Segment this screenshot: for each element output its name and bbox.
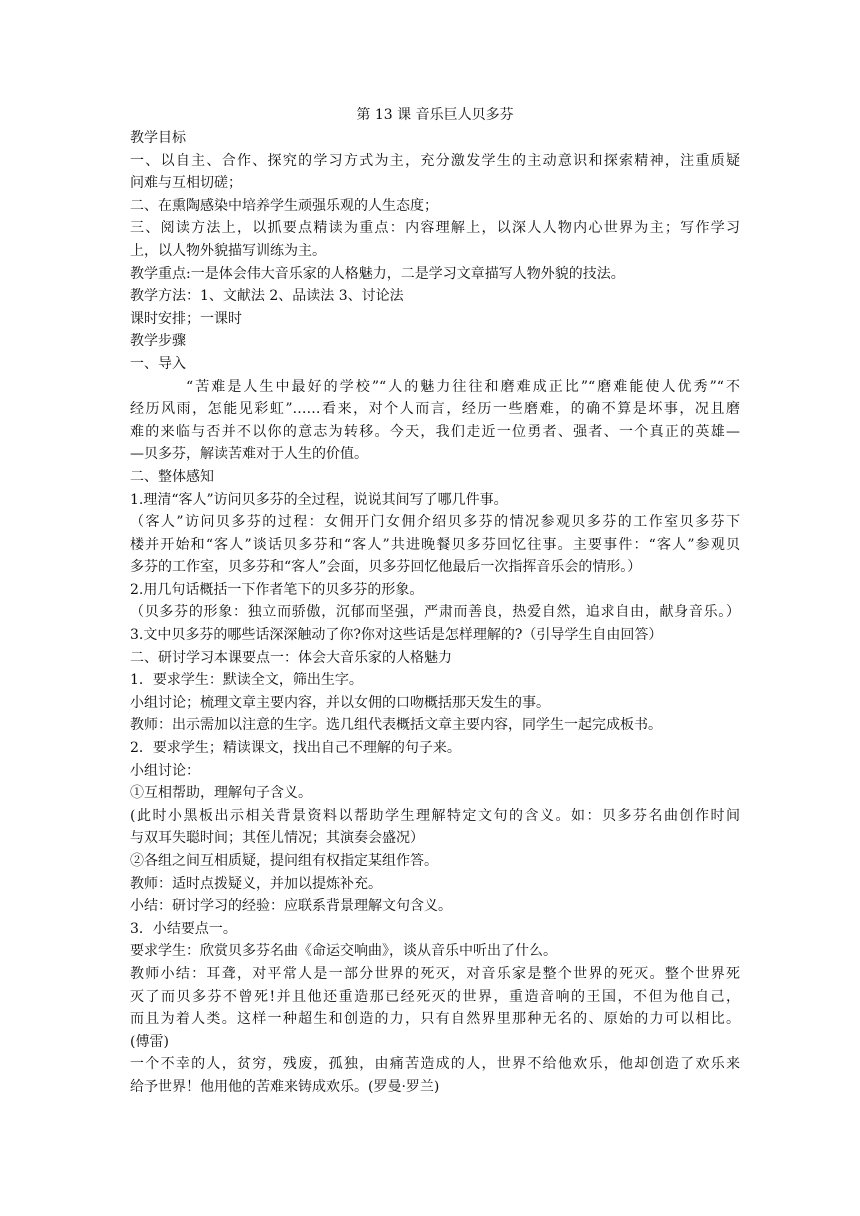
text-line: 经历风雨，怎能见彩虹”……看来，对个人而言，经历一些磨难，的确不算是坏事，况且磨	[130, 401, 740, 418]
text-line: (傅雷)	[130, 1033, 169, 1050]
text-line: 与双耳失聪时间；其侄儿情况；其演奏会盛况）	[130, 830, 424, 847]
text-line: 1．要求学生：默读全文，筛出生字。	[130, 672, 363, 689]
text-line: 小组讨论：	[130, 762, 200, 779]
text-line: 教学步骤	[130, 333, 186, 350]
text-line: 二、在熏陶感染中培养学生顽强乐观的人生态度；	[130, 197, 438, 214]
text-line: —贝多芬，解读苦难对于人生的价值。	[130, 446, 368, 463]
text-line: “苦难是人生中最好的学校”“人的魅力往往和磨难成正比”“磨难能使人优秀”“不	[186, 378, 740, 395]
text-line: 小结：研讨学习的经验：应联系背景理解文句含义。	[130, 898, 452, 915]
text-line: 教师：适时点拨疑义，并加以提炼补充。	[130, 875, 382, 892]
text-line: ②各组之间互相质疑，提问组有权指定某组作答。	[130, 853, 438, 869]
text-line: 一、导入	[130, 355, 186, 372]
text-line: 2．要求学生；精读课文，找出自己不理解的句子来。	[130, 740, 461, 757]
text-line: 2.用几句话概括一下作者笔下的贝多芬的形象。	[130, 581, 424, 598]
document-body	[130, 127, 740, 1099]
lesson-title: 第 13 课 音乐巨人贝多芬	[356, 107, 514, 123]
text-line: 灭了而贝多芬不曾死!并且他还重造那已经死灭的世界，重造音响的王国，不但为他自己，	[130, 988, 740, 1005]
text-line: 给予世界！他用他的苦难来铸成欢乐。(罗曼·罗兰)	[130, 1078, 440, 1095]
text-line: 小组讨论；梳理文章主要内容，并以女佣的口吻概括那天发生的事。	[130, 694, 550, 711]
text-line: (此时小黑板出示相关背景资料以帮助学生理解特定文句的含义。如：贝多芬名曲创作时间	[130, 807, 740, 824]
text-line: 3．小结要点一。	[130, 920, 237, 937]
text-line: ①互相帮助，理解句子含义。	[130, 785, 312, 802]
text-line: 课时安排；一课时	[130, 310, 242, 327]
text-line: 1.理清“客人”访问贝多芬的全过程，说说其间写了哪几件事。	[130, 491, 508, 508]
text-line: 教学重点:一是体会伟大音乐家的人格魅力，二是学习文章描写人物外貌的技法。	[130, 265, 625, 282]
document-page	[130, 104, 740, 1099]
text-line: 教师小结：耳聋，对平常人是一部分世界的死灭，对音乐家是整个世界的死灭。整个世界死	[130, 965, 740, 982]
text-line: 一个不幸的人，贫穷，残废，孤独，由痛苦造成的人，世界不给他欢乐，他却创造了欢乐来	[130, 1056, 740, 1073]
text-line: 三、阅读方法上，以抓要点精读为重点：内容理解上，以深人人物内心世界为主；写作学习	[130, 220, 740, 237]
text-line: 二、整体感知	[130, 468, 214, 485]
text-line: 而且为着人类。这样一种超生和创造的力，只有自然界里那种无名的、原始的力可以相比。	[130, 1011, 740, 1028]
text-line: 二、研讨学习本课要点一：体会大音乐家的人格魅力	[130, 649, 452, 666]
text-line: （客人”访问贝多芬的过程：女佣开门女佣介绍贝多芬的情况参观贝多芬的工作室贝多芬下	[130, 514, 740, 531]
text-line: 教学目标	[130, 130, 186, 146]
text-line: （贝多芬的形象：独立而骄傲，沉郁而坚强，严肃而善良，热爱自然，追求自由，献身音乐。）	[130, 604, 740, 621]
text-line: 多芬的工作室，贝多芬和“客人”会面，贝多芬回忆他最后一次指挥音乐会的情形。）	[130, 559, 642, 576]
text-line: 上，以人物外貌描写训练为主。	[130, 242, 326, 259]
text-line: 难的来临与否并不以你的意志为转移。今天，我们走近一位勇者、强者、一个真正的英雄—	[130, 423, 740, 440]
text-line: 问难与互相切磋；	[130, 175, 242, 192]
text-line: 3.文中贝多芬的哪些话深深触动了你?你对这些话是怎样理解的?（引导学生自由回答）	[130, 627, 663, 644]
text-line: 教学方法：1、文献法 2、品读法 3、讨论法	[130, 288, 404, 305]
text-line: 教师：出示需加以注意的生字。选几组代表概括文章主要内容，同学生一起完成板书。	[130, 717, 662, 734]
text-line: 要求学生：欣赏贝多芬名曲《命运交响曲》，谈从音乐中听出了什么。	[130, 943, 557, 960]
text-line: 楼并开始和“客人”谈话贝多芬和“客人”共进晚餐贝多芬回忆往事。主要事件：“客人”参观贝	[130, 536, 740, 553]
text-line: 一、以自主、合作、探究的学习方式为主，充分激发学生的主动意识和探索精神，注重质疑	[130, 152, 740, 169]
